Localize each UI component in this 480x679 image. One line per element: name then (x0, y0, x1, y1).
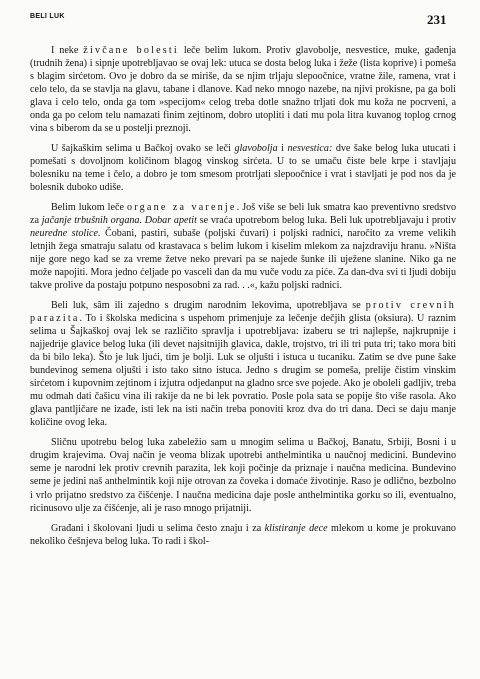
italic-emphasis-text: klistiranje dece (264, 522, 328, 534)
paragraph-gap (30, 135, 456, 142)
italic-emphasis-text: jačanje trbušnih organa. Dobar apetit (41, 215, 197, 227)
text-run: Sličnu upotrebu belog luka zabeležio sam u mnogim selima u Bačkoj, Banatu, Srbiji, Bosni i u drugim krajevima. Ovaj način je veoma blizak upotrebi anthelmintika u naučnoj medicini. Bundevino seme je narodni lek protiv crevnih parazita, lek koji počinje da priznaje i naučna medicina. Bundevino seme je jedini naš anthelmintik koji nije otrovan za čoveka i domaće životinje. Raso je odlično, bezbolno i vrlo prijatno sredstvo za čišćenje. I naučna medicina daje posle anthelmintika gorku so ili, eventualno, ricinusovo ulje za čišćenje, ali je raso mnogo prijatniji. (30, 437, 456, 514)
spaced-emphasis-text: organe za varenje (127, 202, 237, 214)
paragraph (30, 44, 456, 135)
italic-emphasis-text: neuredne stolice. (30, 228, 101, 240)
text-run: dve šake belog luka utucati i pomešati s dovoljnom količinom blagog vinskog sirćeta. U to se umaču čiste bele krpe i stavljaju bolesniku na teme i čelo, a dobro je tom smesom protrljati slepoočnice i vrat i stavljati je pod nos da je bolesnik duboko udiše. (30, 143, 456, 194)
paragraph-gap (30, 292, 456, 299)
paragraph (30, 201, 456, 292)
italic-emphasis-text: nesvestica: (287, 143, 333, 155)
paragraph (30, 299, 456, 429)
paragraph-gap (30, 515, 456, 522)
text-run: leče belim lukom. Protiv glavobolje, nesvestice, muke, gađenja (trudnih žena) i sipnje upotrebljavao se ovaj lek: utuca se dosta belog luka i žeže (lista koprive) i pomeša s blagim sirćetom. Ovo je dobro da se miriše, da se njim trljaju slepoočnice, vratne žile, ramena, vrat i celo telo, da se stavlja na glavu, tabane i dlanove. Kad neko mnogo nazebe, na njivi prokisne, pa ga boli glava i celo telo, onda ga tom »specijom« celog treba dotle snažno trljati dok mu koža ne pocrveni, a onda ga po celom telu namazati finim zejtinom, dobro utopliti i dati mu pola litra kuvanog toplog crnog vina s biberom da se u postelji preznoji. (30, 45, 456, 135)
text-run: I neke (51, 45, 84, 56)
paragraph (30, 522, 456, 548)
text-run: se vraća upotrebom belog luka. Beli luk upotrebljavaju i protiv (196, 215, 456, 227)
running-head: BELI LUK (30, 13, 65, 20)
text-run: mlekom u kome je prokuvano nekoliko češnjeva belog luka. To radi i škol- (30, 522, 456, 547)
paragraph (30, 142, 456, 194)
paragraph-gap (30, 429, 456, 436)
body-text (30, 44, 456, 548)
paragraph-gap (30, 194, 456, 201)
paragraph (30, 436, 456, 514)
italic-emphasis-text: glavobolja (234, 143, 278, 155)
text-run: Građani i školovani ljudi u selima često znaju i za (51, 522, 265, 534)
text-run: U šajkaškim selima u Bačkoj ovako se leči (51, 143, 235, 155)
text-run: . Još više se beli luk smatra kao preventivno sredstvo za (30, 202, 456, 227)
text-run: Čobani, pastiri, subaše (poljski čuvari) i poljski radnici, naročito za vreme velikih letnjih žega smatraju salatu od krastavaca s belim lukom i kiselim mlekom za najzdraviju hranu. »Ništa nije gore nego kad se za vreme žetve neko prevari pa se najede šunke ili uježene slanine. Niko ga ne može napojiti. Mora jedno ćeljade po vasceli dan da mu vuče vodu za piće. Za dan-dva svi ti ljudi dobiju takve prolive da postaju potpuno nesposobni za rad. . .«, kažu poljski radnici. (30, 228, 457, 292)
text-run: i (277, 143, 288, 155)
text-run: Beli luk, sâm ili zajedno s drugim narodnim lekovima, upotrebljava se (51, 300, 366, 312)
text-run: Belim lukom leče (51, 202, 128, 214)
text-run: . To i školska medicina s uspehom primenjuje za lečenje dečjih glista (oksiura). U raznim selima u Šajkaškoj ovaj lek se različito spravlja i upotrebljava: izaberu se tri najlepše, najkrupnije i najjedrije glavice belog luka (ili devet najsitnijih glavica, dakle, trojstvo, tri ili tri puta tri; tako mora biti da bi bilo leka). Što je luk ljući, tim je bolji. Luk se oljušti i istuca u tucaniku. Zatim se dve pune šake bundevinog semena oljušti i isto tako sitno istuca. Jedno s drugim se pomeša, prelije čistim vinskim sirćetom i kupovnim zejtinom i izjutra odjedanput na gladno srce sve pojede. Ako je oboleli gadljiv, treba mu odmah dati čašicu vina ili rakije da ne bi lek povratio. Posle pola sata se popije što više rasola. Ako glava pantljičare ne izađe, isti lek na isti način treba ponoviti kroz dva do tri dana. Deci se daju manje količine ovog leka. (30, 313, 456, 429)
spaced-emphasis-text: živčane bolesti (83, 45, 179, 56)
spaced-emphasis-text: protiv crevnih parazita (30, 300, 456, 325)
page-number: 231 (427, 12, 447, 27)
